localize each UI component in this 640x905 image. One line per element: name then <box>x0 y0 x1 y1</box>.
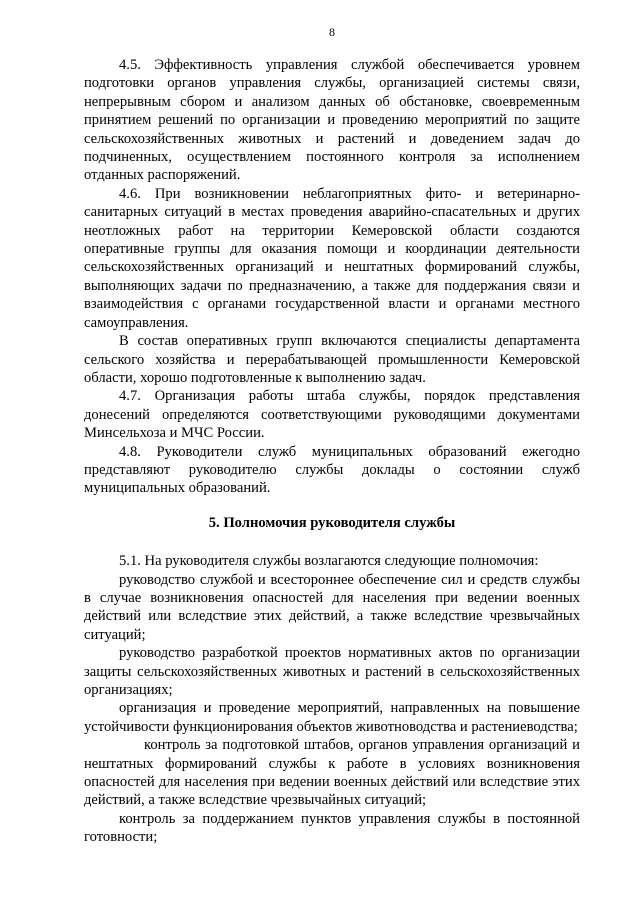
section-heading: 5. Полномочия руководителя службы <box>208 514 456 531</box>
paragraph-4-6: 4.6. При возникновении неблагоприятных фито- и ветеринарно-санитарных ситуаций в местах проведения аварийно-спасательных и других неотложных работ на территории Кемеровской области создаются оперативные группы для оказания помощи и координации деятельности сельскохозяйственных организаций и нештатных формирований службы, выполняющих задачи по предназначению, а также для поддержания связи и взаимодействия с органами государственной власти и органами местного самоуправления. <box>84 185 580 331</box>
paragraph-4-7: 4.7. Организация работы штаба службы, порядок представления донесений определяются соответствующими руководящими документами Минсельхоза и МЧС России. <box>84 388 580 442</box>
list-item-leadership: руководство службой и всестороннее обеспечение сил и средств службы в случае возникновения опасностей для населения при ведении военных действий или вследствие этих действий, а также вследствие чрезвычайных ситуаций; <box>84 571 580 643</box>
page-number: 8 <box>329 25 335 39</box>
paragraph-4-5: 4.5. Эффективность управления службой обеспечивается уровнем подготовки органов управления службы, организацией системы связи, непрерывным сбором и анализом данных об обстановке, своевременным принятием решений по организации и проведению мероприятий по защите сельскохозяйственных животных и растений и доведением задач до подчиненных, осуществлением постоянного контроля за исполнением отданных распоряжений. <box>84 57 580 184</box>
list-item-readiness-control: контроль за поддержанием пунктов управления службы в постоянной готовности; <box>84 810 580 846</box>
paragraph-5-1: 5.1. На руководителя службы возлагаются следующие полномочия: <box>119 553 539 570</box>
list-item-sustainability: организация и проведение мероприятий, направленных на повышение устойчивости функционирования объектов животноводства и растениеводства; <box>84 700 580 735</box>
list-item-training-control: контроль за подготовкой штабов, органов управления организаций и нештатных формирований службы к работе в условиях возникновения опасностей для населения при ведении военных действий или вследствие этих действий, а также вследствие чрезвычайных ситуаций; <box>84 737 580 809</box>
paragraph-operational-groups: В состав оперативных групп включаются специалисты департамента сельского хозяйства и перерабатывающей промышленности Кемеровской области, хорошо подготовленные к выполнению задач. <box>84 333 580 386</box>
paragraph-4-8: 4.8. Руководители служб муниципальных образований ежегодно представляют руководителю службы доклады о состоянии служб муниципальных образований. <box>84 443 580 497</box>
list-item-normative-acts: руководство разработкой проектов нормативных актов по организации защиты сельскохозяйственных животных и растений в сельскохозяйственных организациях; <box>84 645 580 698</box>
